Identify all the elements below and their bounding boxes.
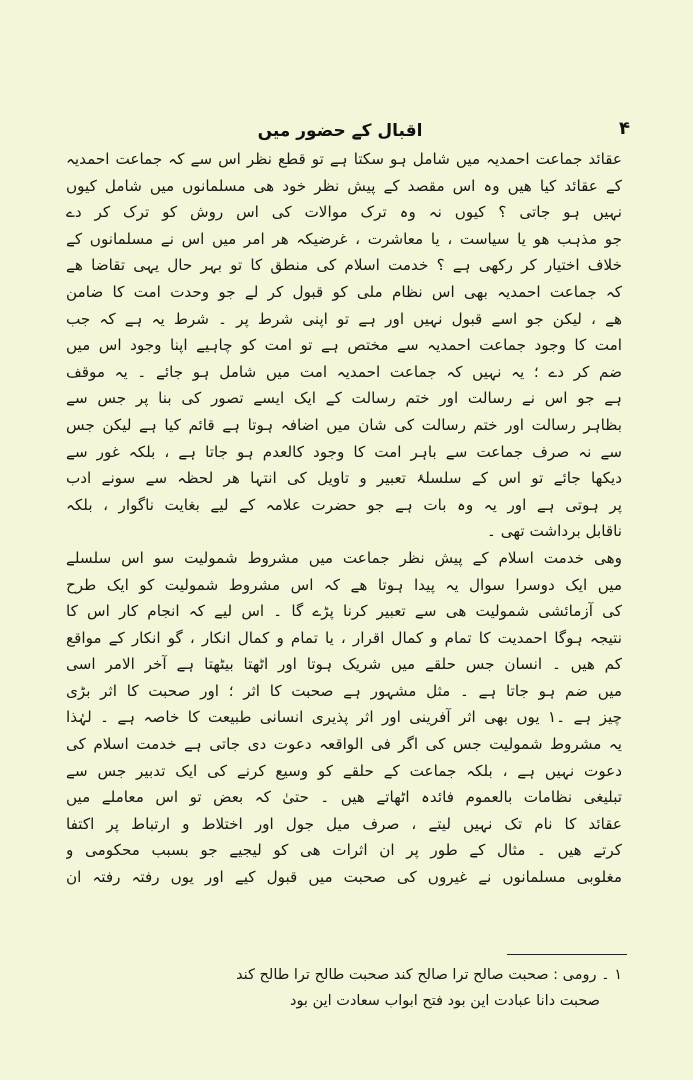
text-line: عقائد کا نام تک نہیں لیتے ، صرف میل جول اور اختلاط و ارتباط پر اکتفا: [66, 814, 622, 833]
text-line: کے عقائد کیا ھیں وہ اس مقصد کے پیش نظر خود ھی مسلمانوں میں شامل کیوں: [66, 176, 622, 195]
running-title: اقبال کے حضور میں: [257, 121, 423, 141]
paragraph-2: [66, 545, 622, 891]
text-line: میں ضم ہو جاتا ہے ۔ مثل مشہور ہے صحبت کا اثر ؛ اور صحبت کا اثر بڑی: [66, 681, 622, 700]
text-line: ناقابل برداشت تھی ۔: [487, 522, 622, 541]
text-line: وھی خدمت اسلام کے پیش نظر جماعت میں مشروط شمولیت سو اس سلسلے: [66, 548, 622, 567]
footnote-line: صحبت دانا عبادت این بود فتح ابواب سعادت این بود: [289, 993, 600, 1009]
text-line: ضم کر دے ؛ یہ نہیں کہ جماعت احمدیہ امت میں شامل ہو جائے ۔ یہ موقف: [66, 362, 622, 381]
text-line: عقائد جماعت احمدیہ میں شامل ہو سکتا ہے تو قطع نظر اس سے کہ جماعت احمدیہ: [66, 150, 622, 168]
text-line: جو مذہب ھو یا سیاست ، یا معاشرت ، غرضیکہ ھر امر میں اس نے مسلمانوں کے: [66, 229, 622, 248]
text-line: نتیجہ ہوگا احمدیت کا تمام و کمال اقرار ، یا تمام و کمال انکار ، گو انکار کے مواقع: [66, 628, 622, 647]
footnotes: [150, 962, 622, 1014]
page-number: ۴: [619, 118, 630, 139]
text-line: میں ایک دوسرا سوال یہ پیدا ہوتا ھے کہ اس مشروط شمولیت کو ایک طرح: [66, 575, 622, 594]
footnote-divider: [507, 954, 627, 955]
text-line: بظاہر رسالت اور ختم رسالت کی شان میں اضافہ ہوتا ہے قائم کیا ہے لیکن جس: [66, 415, 622, 434]
text-line: دیکھا جائے تو اس کے سلسلۂ تعبیر و تاویل کی انتہا ھر لحظہ سے سونے ادب: [66, 469, 622, 488]
text-line: یہ مشروط شمولیت جس کی اگر فی الواقعہ دعوت دی جاتی ہے خدمت اسلام کی: [66, 735, 622, 754]
text-line: ھے ، لیکن جو اسے قبول نہیں اور ہے تو اپنی شرط پر ۔ شرط یہ ہے کہ جب: [66, 309, 622, 328]
text-line: نہیں ہو جاتی ؟ کیوں نہ وہ ترک موالات کی اس روش کو ترک کر دے: [66, 203, 622, 222]
text-line: کی آزمائشی شمولیت ھی سے تعبیر کرنا پڑے گا ۔ اس لیے کہ انجام کار اس کا: [66, 602, 622, 621]
text-line: پر ہوتی ہے اور یہ وہ بات ہے جو حضرت علامہ کے لیے بغایت ناگوار ، بلکہ: [66, 495, 622, 514]
text-line: کہ جماعت احمدیہ بھی اس نظام ملی کو قبول کر لے جو وحدت امت کا ضامن: [66, 282, 622, 301]
text-line: چیز ہے ۔۱ یوں بھی اثر آفرینی اور اثر پذیری انسانی طبیعت کا خاصہ ہے ۔ لہٰذا: [66, 708, 622, 727]
text-line: امت کا وجود جماعت احمدیہ سے مختص ہے تو امت کو چاہیے اپنا وجود اس میں: [66, 336, 622, 355]
text-line: کم ھیں ۔ انسان جس حلقے میں شریک ہوتا اور اٹھتا بیٹھتا ہے آخر الامر اسی: [66, 655, 622, 674]
text-line: خلاف اختیار کر رکھی ہے ؟ خدمت اسلام کی منطق کا تو بہر حال یہی تقاضا ھے: [66, 256, 622, 275]
bleed-through-text: [250, 96, 580, 118]
text-line: دعوت نہیں ہے ، بلکہ جماعت کے حلقے کو وسیع کرنے کی ایک تدبیر جس سے: [66, 761, 622, 780]
text-line: تبلیغی نظامات بالعموم فائدہ اٹھاتے ھیں ۔ حتیٰ کہ بعض تو اس معاملے میں: [66, 788, 622, 807]
text-line: ہے جو اس نے رسالت اور ختم رسالت کے ایک ایسے تصور کی بنا پر جس سے: [66, 389, 622, 408]
body-text: [66, 146, 622, 891]
text-line: مغلوبی مسلمانوں نے غیروں کی صحبت میں قبول کیے اور یوں رفتہ رفتہ ان: [66, 868, 622, 887]
footnote-line: ۱ ۔ رومی : صحبت صالح ترا صالح کند صحبت طالح ترا طالح کند: [236, 967, 622, 983]
paragraph-1: [66, 146, 622, 545]
page-header: [60, 118, 630, 146]
text-line: کرتے ھیں ۔ مثال کے طور پر ان اثرات ھی کو لیجیے جو بسبب محکومی و: [66, 841, 622, 860]
text-line: سے نہ صرف جماعت سے باہر امت کا وجود کالعدم ہو جاتا ہے ، بلکہ غور سے: [66, 442, 622, 461]
